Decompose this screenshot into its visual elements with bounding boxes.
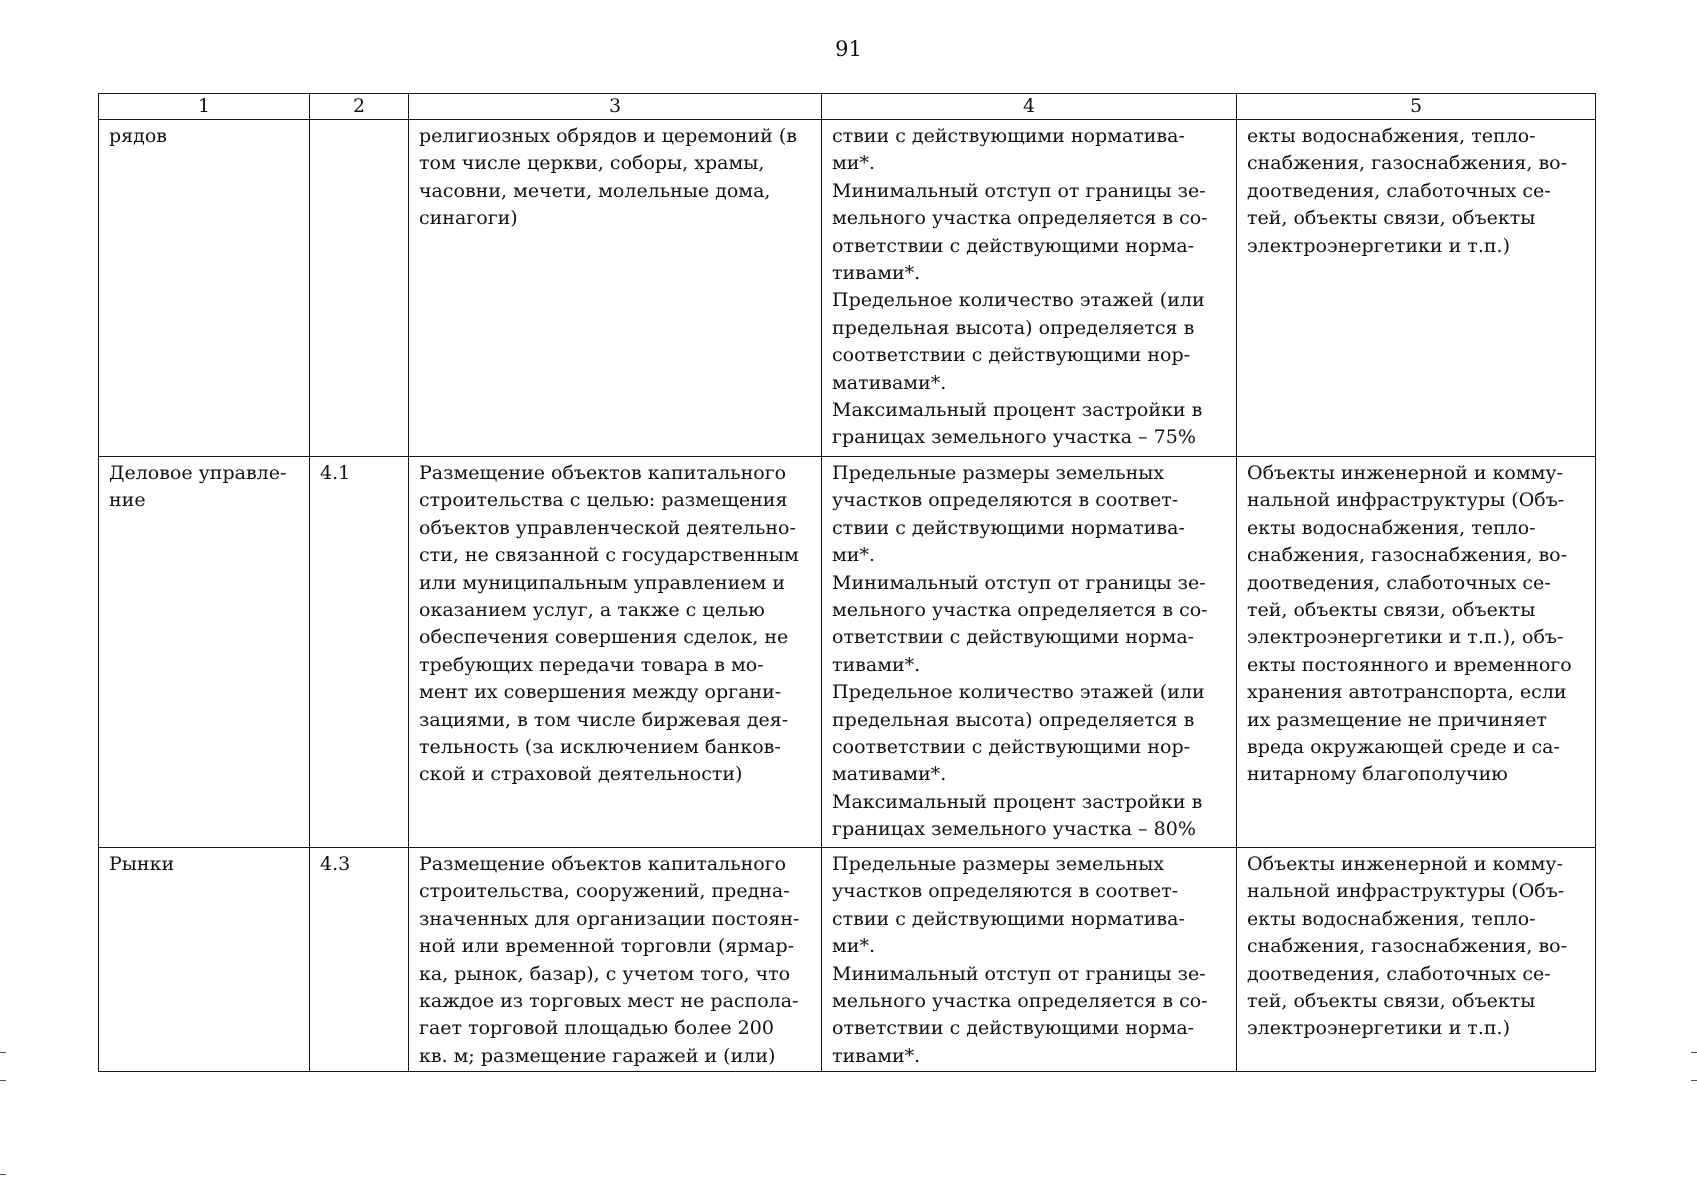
cell-text-line: мент их совершения между органи-: [419, 681, 782, 704]
cell-text-line: значенных для организации постоян-: [419, 907, 800, 930]
cell-text-line: тивами*.: [832, 1044, 921, 1067]
cell-text-line: екты водоснабжения, тепло-: [1247, 125, 1536, 147]
cell-text-line: зациями, в том числе биржевая дея-: [419, 708, 789, 731]
cell-text-line: тей, объекты связи, объекты: [1247, 990, 1536, 1013]
cell-text-line: мельного участка определяется в со-: [832, 990, 1208, 1013]
cell-text-line: синагоги): [419, 207, 518, 230]
cell-text-line: екты постоянного и временного: [1247, 653, 1572, 676]
table-row: [99, 457, 1596, 848]
cell-text-line: ние: [109, 489, 146, 512]
cell-text-line: 4.1: [320, 462, 351, 484]
cell-text-line: ми*.: [832, 935, 875, 958]
cell-text-line: екты водоснабжения, тепло-: [1247, 516, 1536, 539]
cell-text-line: ответствии с действующими норма-: [832, 1017, 1195, 1040]
cell-text-line: тивами*.: [832, 653, 921, 676]
cell-text-line: электроэнергетики и т.п.), объ-: [1247, 626, 1564, 649]
cell-text-line: предельная высота) определяется в: [832, 316, 1195, 339]
cell-text-line: религиозных обрядов и церемоний (в: [419, 125, 797, 147]
cell-text-line: соответствии с действующими нор-: [832, 344, 1191, 367]
cell-text-line: сти, не связанной с государственным: [419, 544, 799, 567]
table-row: [99, 848, 1596, 1072]
cell-text-line: мельного участка определяется в со-: [832, 599, 1208, 622]
cell-text-line: мельного участка определяется в со-: [832, 207, 1208, 230]
cell-text-line: Минимальный отступ от границы зе-: [832, 571, 1206, 594]
cell-text-line: тей, объекты связи, объекты: [1247, 599, 1536, 622]
cell-text-line: доотведения, слаботочных се-: [1247, 179, 1551, 202]
cell-text-line: Объекты инженерной и комму-: [1247, 853, 1563, 875]
cell-text-line: том числе церкви, соборы, храмы,: [419, 152, 765, 175]
cell-text-line: соответствии с действующими нор-: [832, 736, 1191, 759]
cell-text-line: снабжения, газоснабжения, во-: [1247, 935, 1568, 958]
cell-text-line: требующих передачи товара в мо-: [419, 653, 764, 676]
cell-text-line: екты водоснабжения, тепло-: [1247, 907, 1536, 930]
cell-parameters: [822, 848, 1237, 1072]
cell-parameters: [822, 457, 1237, 848]
cell-use-type: [99, 848, 310, 1072]
cell-code: [310, 457, 409, 848]
cell-text-line: ствии с действующими норматива-: [832, 907, 1185, 930]
header-cell-4: 4: [822, 94, 1237, 120]
cell-text-line: Предельные размеры земельных: [832, 462, 1165, 484]
cell-text-line: предельная высота) определяется в: [832, 708, 1195, 731]
cell-text-line: ответствии с действующими норма-: [832, 626, 1195, 649]
cell-text-line: границах земельного участка – 75%: [832, 426, 1196, 449]
cell-text-line: рядов: [109, 125, 167, 147]
cell-text-line: Рынки: [109, 853, 175, 875]
cell-text-line: строительства с целью: размещения: [419, 489, 788, 512]
cell-text-line: или муниципальным управлением и: [419, 571, 786, 594]
cell-text-line: мативами*.: [832, 763, 947, 786]
cell-text-line: ствии с действующими норматива-: [832, 125, 1185, 147]
cell-text-line: Объекты инженерной и комму-: [1247, 462, 1563, 484]
header-row: [99, 94, 1596, 120]
header-cell-2: 2: [310, 94, 409, 120]
cell-text-line: Предельное количество этажей (или: [832, 681, 1205, 704]
cell-text-line: участков определяются в соответ-: [832, 880, 1179, 903]
cell-text-line: Размещение объектов капитального: [419, 853, 787, 875]
zoning-table: [98, 93, 1596, 1072]
cell-text-line: Предельное количество этажей (или: [832, 289, 1205, 312]
cell-text-line: нитарному благополучию: [1247, 763, 1508, 786]
cell-text-line: ской и страховой деятельности): [419, 763, 743, 786]
cell-auxiliary-uses: [1237, 457, 1596, 848]
cell-code: [310, 848, 409, 1072]
cell-text-line: Минимальный отступ от границы зе-: [832, 962, 1206, 985]
cell-text-line: нальной инфраструктуры (Объ-: [1247, 880, 1565, 903]
cell-text-line: ми*.: [832, 152, 875, 175]
scan-margin-mark: [0, 1174, 6, 1175]
cell-text-line: часовни, мечети, молельные дома,: [419, 179, 771, 202]
cell-use-type: [99, 457, 310, 848]
header-cell-1: 1: [99, 94, 310, 120]
cell-text-line: Минимальный отступ от границы зе-: [832, 179, 1206, 202]
page-number: 91: [835, 37, 862, 61]
scan-margin-mark: [1691, 1080, 1697, 1081]
cell-text-line: оказанием услуг, а также с целью: [419, 599, 765, 622]
cell-use-type: [99, 120, 310, 457]
cell-text-line: объектов управленческой деятельно-: [419, 516, 796, 539]
cell-text-line: ми*.: [832, 544, 875, 567]
cell-text-line: тей, объекты связи, объекты: [1247, 207, 1536, 230]
scan-margin-mark: [0, 1080, 6, 1081]
cell-text-line: тельность (за исключением банков-: [419, 736, 781, 759]
cell-text-line: тивами*.: [832, 262, 921, 285]
cell-description: [409, 457, 822, 848]
cell-description: [409, 848, 822, 1072]
cell-text-line: строительства, сооружений, предна-: [419, 880, 790, 903]
cell-text-line: ствии с действующими норматива-: [832, 516, 1185, 539]
cell-text-line: ка, рынок, базар), с учетом того, что: [419, 962, 791, 985]
cell-text-line: хранения автотранспорта, если: [1247, 681, 1567, 704]
header-cell-5: 5: [1237, 94, 1596, 120]
table-row: [99, 120, 1596, 457]
cell-text-line: ответствии с действующими норма-: [832, 234, 1195, 257]
cell-text-line: доотведения, слаботочных се-: [1247, 962, 1551, 985]
cell-code: [310, 120, 409, 457]
scan-margin-mark: [1691, 1052, 1697, 1053]
cell-text-line: вреда окружающей среде и са-: [1247, 736, 1560, 759]
cell-text-line: их размещение не причиняет: [1247, 708, 1547, 731]
cell-text-line: электроэнергетики и т.п.): [1247, 1017, 1510, 1040]
cell-text-line: 4.3: [320, 853, 351, 875]
cell-text-line: гает торговой площадью более 200: [419, 1017, 774, 1040]
cell-text-line: каждое из торговых мест не распола-: [419, 990, 799, 1013]
cell-text-line: электроэнергетики и т.п.): [1247, 234, 1510, 257]
cell-text-line: Деловое управле-: [109, 462, 287, 484]
header-cell-3: 3: [409, 94, 822, 120]
cell-text-line: Предельные размеры земельных: [832, 853, 1165, 875]
cell-parameters: [822, 120, 1237, 457]
cell-text-line: доотведения, слаботочных се-: [1247, 571, 1551, 594]
cell-text-line: ной или временной торговли (ярмар-: [419, 935, 795, 958]
cell-auxiliary-uses: [1237, 848, 1596, 1072]
cell-text-line: Максимальный процент застройки в: [832, 399, 1203, 422]
cell-text-line: границах земельного участка – 80%: [832, 818, 1196, 841]
cell-auxiliary-uses: [1237, 120, 1596, 457]
cell-text-line: обеспечения совершения сделок, не: [419, 626, 789, 649]
cell-text-line: Максимальный процент застройки в: [832, 790, 1203, 813]
cell-text-line: мативами*.: [832, 371, 947, 394]
scan-margin-mark: [0, 1052, 6, 1053]
cell-text-line: участков определяются в соответ-: [832, 489, 1179, 512]
cell-text-line: снабжения, газоснабжения, во-: [1247, 544, 1568, 567]
cell-text-line: Размещение объектов капитального: [419, 462, 787, 484]
cell-description: [409, 120, 822, 457]
cell-text-line: снабжения, газоснабжения, во-: [1247, 152, 1568, 175]
cell-text-line: нальной инфраструктуры (Объ-: [1247, 489, 1565, 512]
cell-text-line: кв. м; размещение гаражей и (или): [419, 1044, 776, 1067]
